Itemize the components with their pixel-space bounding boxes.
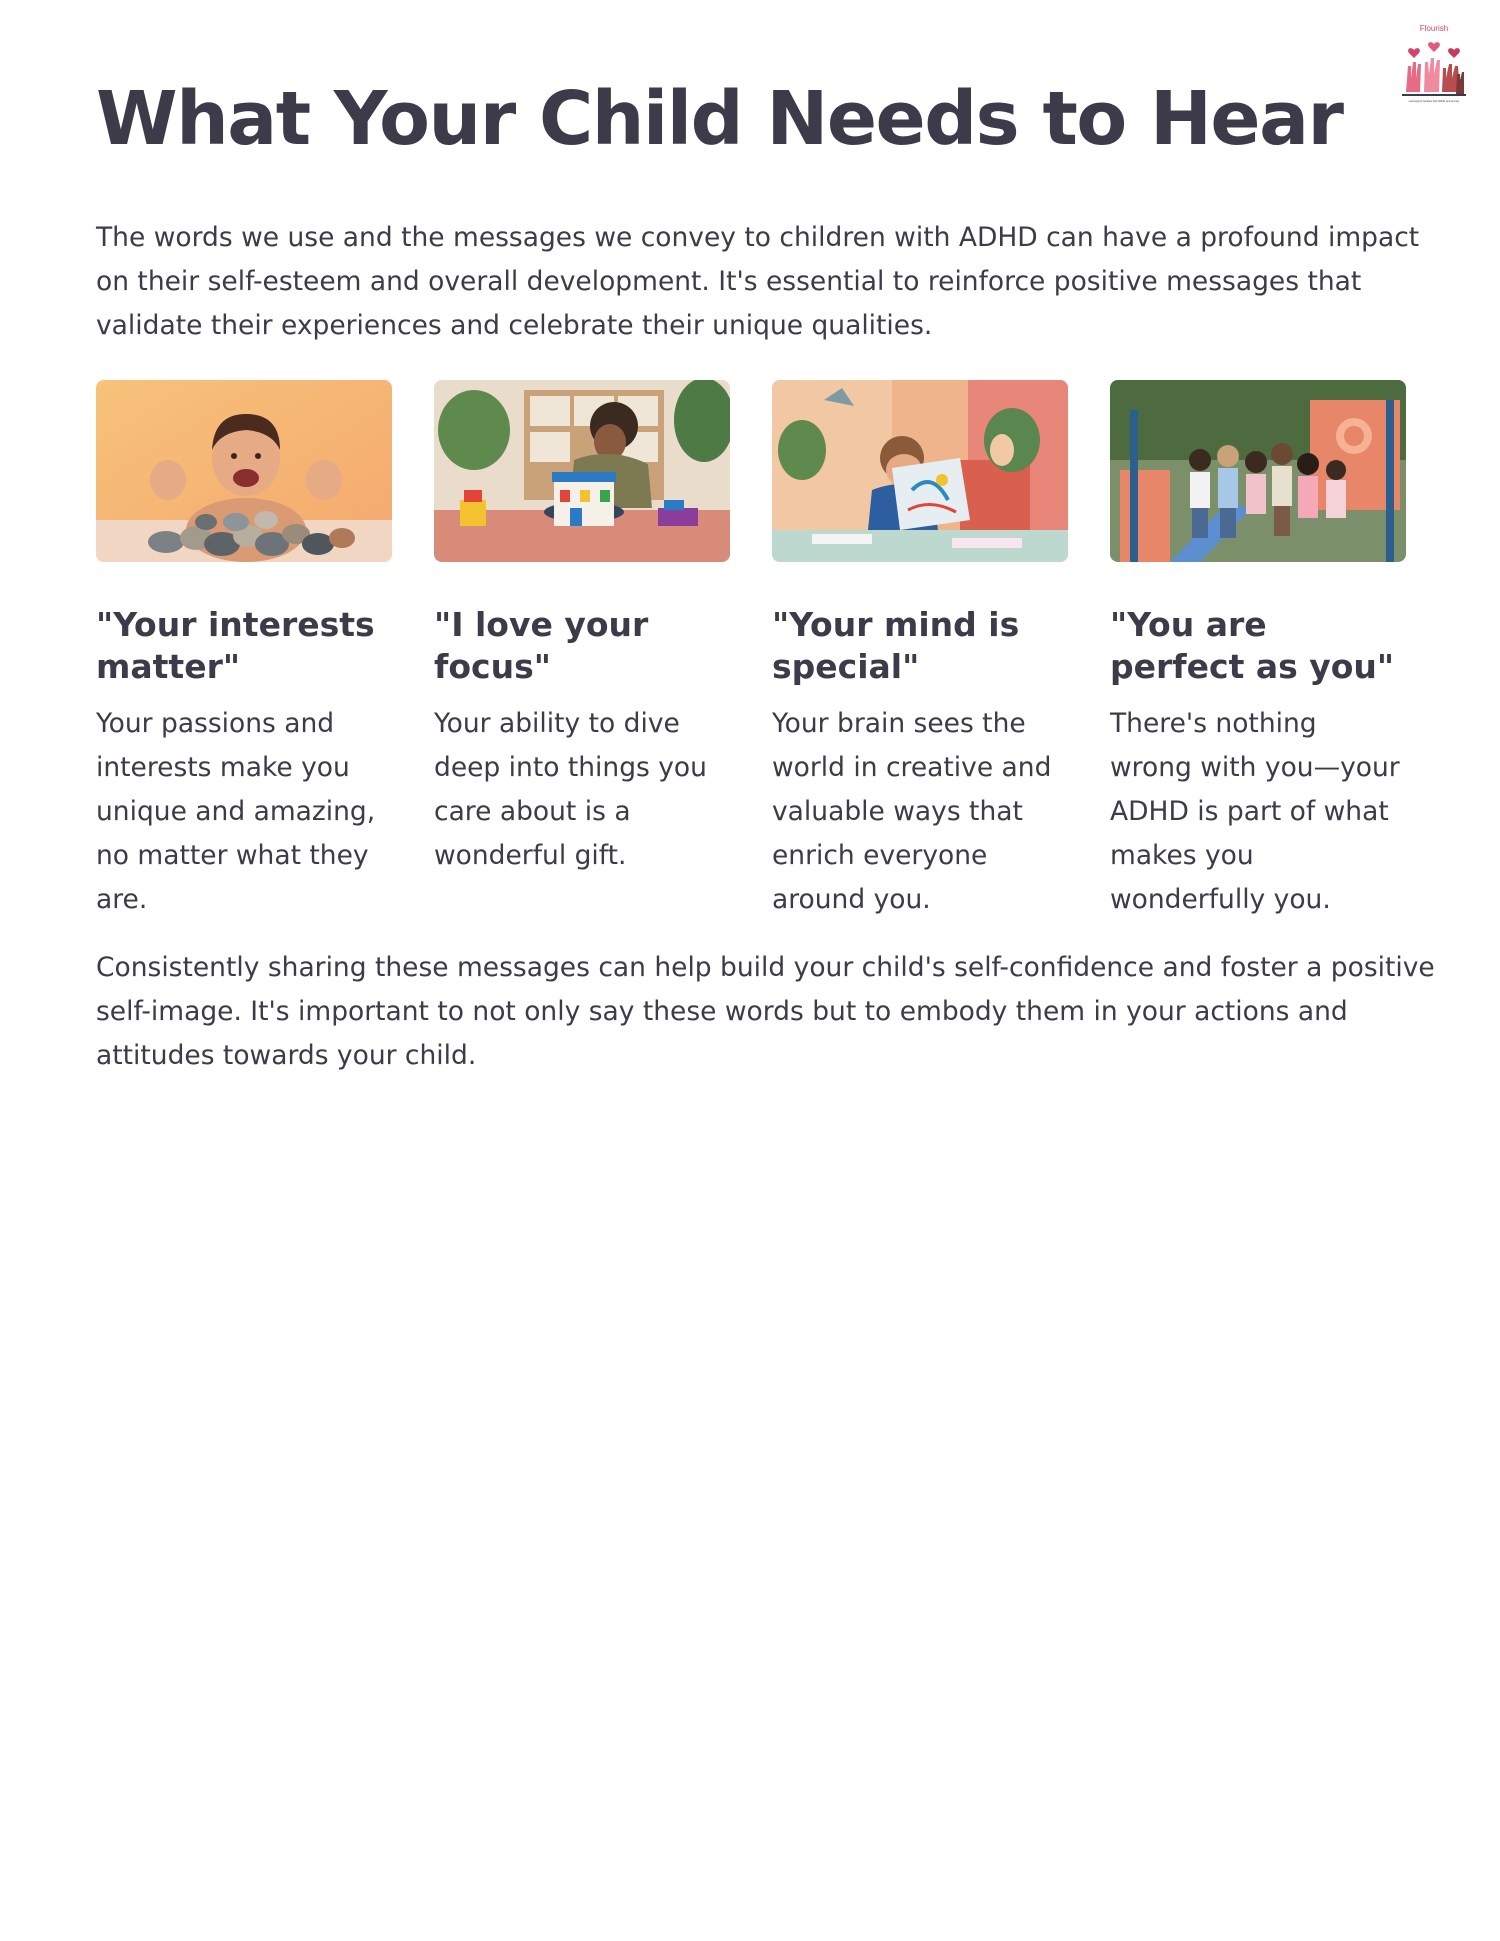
svg-text:Flourish: Flourish — [1419, 24, 1449, 33]
card-description: There's nothing wrong with you—your ADHD is part of what makes you wonderfully you. — [1110, 708, 1400, 915]
child-with-pebbles-image — [96, 380, 392, 562]
child-building-blocks-image — [434, 380, 730, 562]
child-drawing-image — [772, 380, 1068, 562]
svg-text:Learning for families with ADH: Learning for families with ADHD and anxiety — [1408, 100, 1460, 103]
page-title: What Your Child Needs to Hear — [96, 76, 1343, 162]
card-title: "I love your focus" — [434, 605, 649, 686]
message-card — [772, 380, 1068, 922]
intro-paragraph: The words we use and the messages we convey to children with ADHD can have a profound impact on their self-esteem and overall development. It's essential to reinforce positive messages that validate their experiences and celebrate their unique qualities. — [96, 222, 1420, 341]
closing-paragraph: Consistently sharing these messages can help build your child's self-confidence and foster a positive self-image. It's important to not only say these words but to embody them in your actions and attitudes towards your child. — [96, 952, 1435, 1071]
card-title: "Your mind is special" — [772, 605, 1020, 686]
hands-logo-icon — [1400, 22, 1468, 104]
card-description: Your brain sees the world in creative and valuable ways that enrich everyone around you. — [772, 708, 1052, 915]
message-card — [434, 380, 730, 878]
children-playground-image — [1110, 380, 1406, 562]
brand-logo — [1400, 22, 1468, 104]
card-title: "Your interests matter" — [96, 605, 375, 686]
message-card — [96, 380, 392, 922]
card-description: Your passions and interests make you unique and amazing, no matter what they are. — [96, 708, 376, 915]
message-card — [1110, 380, 1406, 922]
card-title: "You are perfect as you" — [1110, 605, 1395, 686]
card-description: Your ability to dive deep into things you care about is a wonderful gift. — [434, 708, 707, 871]
